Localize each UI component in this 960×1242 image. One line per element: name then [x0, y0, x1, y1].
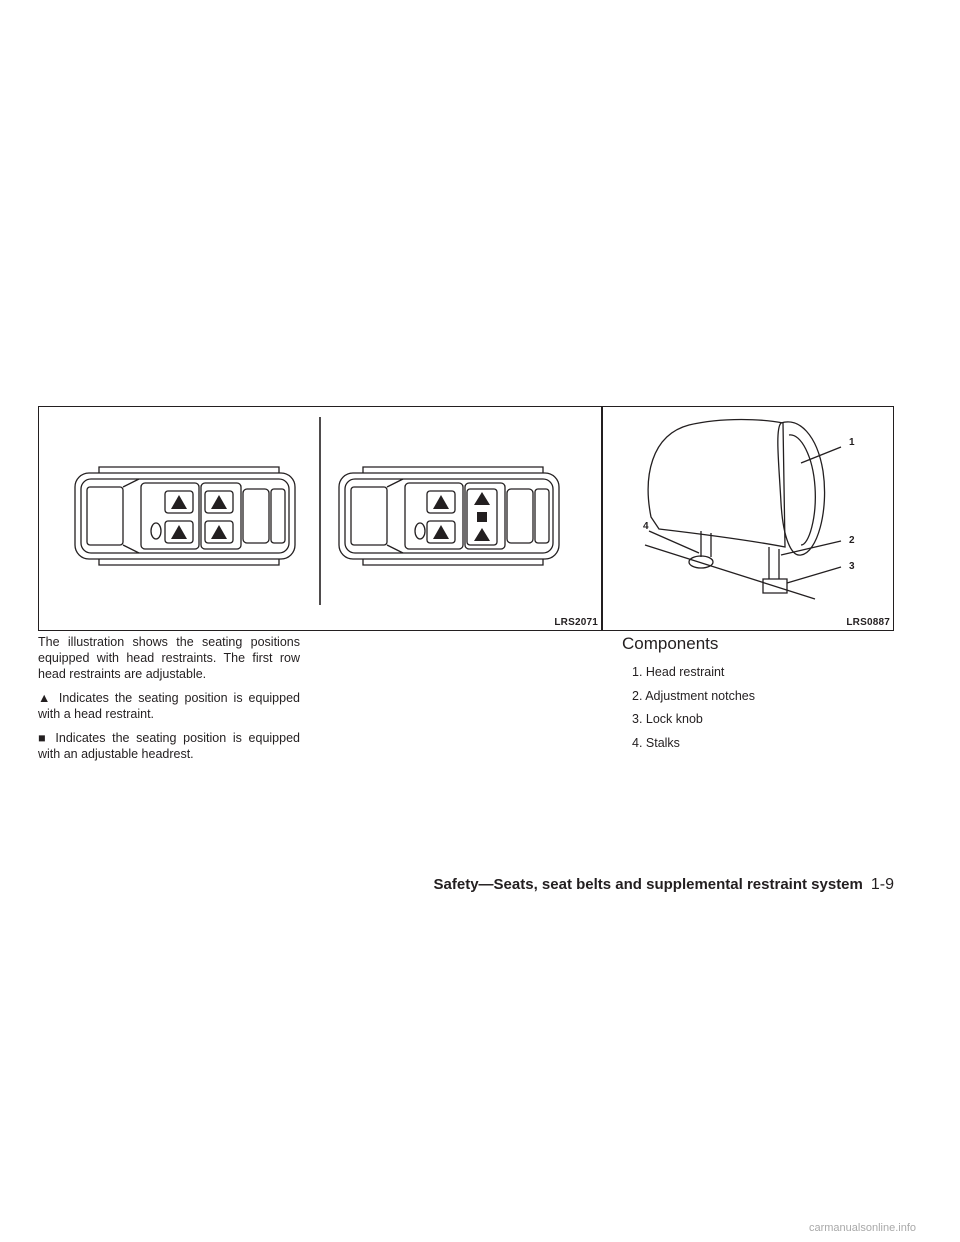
callout-1: 1 — [849, 437, 855, 448]
triangle-marker — [433, 495, 449, 509]
seating-diagram-illustration — [39, 407, 603, 632]
list-item: 3. Lock knob — [632, 712, 703, 726]
triangle-marker — [474, 528, 490, 541]
triangle-marker — [171, 495, 187, 509]
square-legend-text: Indicates the seating position is equipped with an adjustable headrest. — [38, 731, 300, 761]
triangle-legend — [38, 690, 300, 722]
list-item: 2. Adjustment notches — [632, 688, 755, 703]
square-icon: ■ — [38, 731, 49, 745]
intro-paragraph: The illustration shows the seating positions equipped with head restraints. The first row head restraints are adjustable. — [38, 635, 300, 681]
components-section — [622, 634, 894, 758]
vehicle-diagram-2 — [339, 467, 559, 565]
callout-3: 3 — [849, 561, 855, 572]
components-title: Components — [622, 634, 719, 653]
list-item: 4. Stalks — [632, 735, 680, 750]
square-marker — [477, 512, 487, 522]
list-item: 1. Head restraint — [632, 665, 725, 679]
callout-4: 4 — [643, 521, 649, 532]
figure-code-left: LRS2071 — [554, 617, 598, 628]
callout-2: 2 — [849, 535, 855, 546]
figure-code-right: LRS0887 — [846, 617, 890, 628]
watermark: carmanualsonline.info — [808, 1222, 916, 1234]
triangle-legend-text: Indicates the seating position is equipped with a head restraint. — [38, 691, 300, 721]
seating-description — [38, 634, 300, 770]
square-legend — [38, 730, 300, 762]
components-list — [622, 664, 894, 751]
vehicle-diagram-1 — [75, 467, 295, 565]
page-number: 1-9 — [870, 876, 894, 893]
head-restraint-illustration — [603, 407, 895, 632]
triangle-marker — [211, 525, 227, 539]
head-restraint-figure — [602, 406, 894, 631]
section-title-footer: Safety—Seats, seat belts and supplemental restraint system — [433, 876, 863, 893]
triangle-icon: ▲ — [38, 691, 53, 705]
triangle-marker — [171, 525, 187, 539]
triangle-marker — [433, 525, 449, 539]
seating-diagram-figure — [38, 406, 602, 631]
triangle-marker — [211, 495, 227, 509]
page-footer — [434, 876, 894, 894]
triangle-marker — [474, 492, 490, 505]
